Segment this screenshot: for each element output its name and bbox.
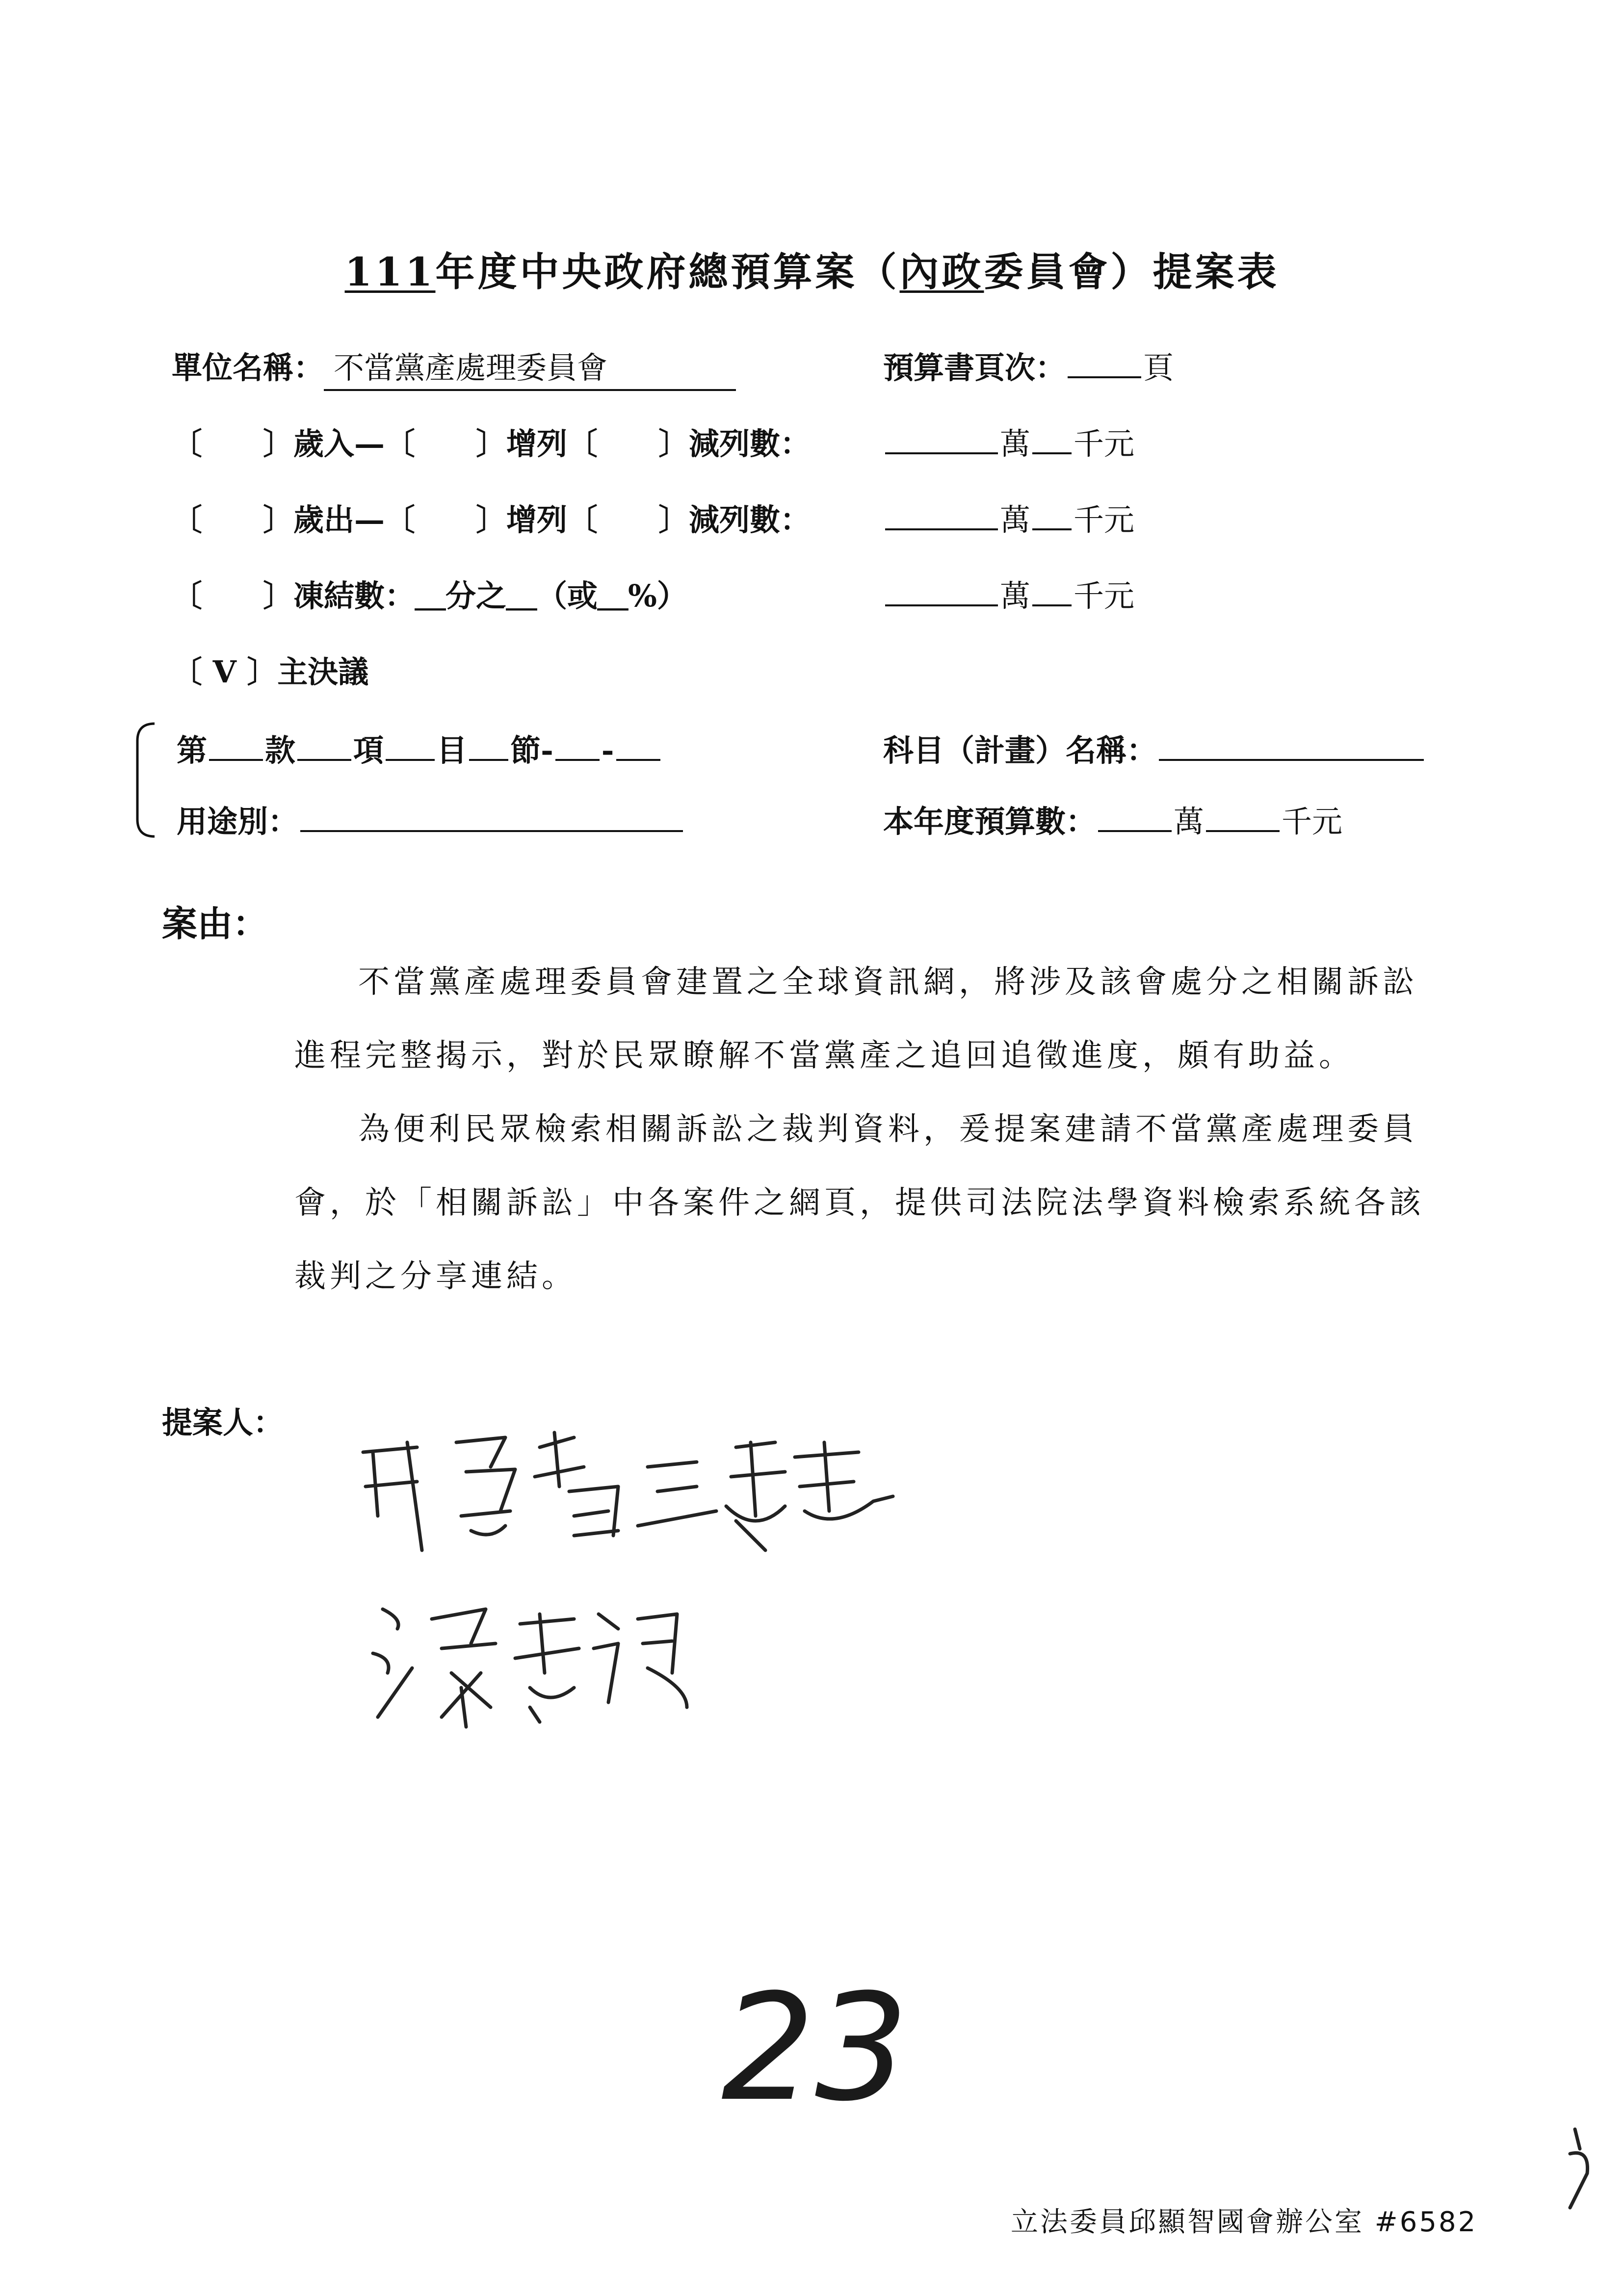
blank bbox=[885, 577, 998, 606]
expenditure-amount bbox=[883, 496, 1134, 539]
proposer-label: 提案人： bbox=[162, 1405, 284, 1440]
corner-mark-image bbox=[1560, 2119, 1599, 2218]
blank bbox=[885, 425, 998, 454]
page-row bbox=[883, 343, 1174, 387]
main-resolution-row: 〔 V 〕主決議 bbox=[172, 654, 369, 690]
blank bbox=[555, 731, 600, 761]
reason-line-4: 會，於「相關訴訟」中各案件之網頁，提供司法院法學資料檢索系統各該 bbox=[294, 1185, 1425, 1221]
title-part1: 年度中央政府總預算案（ bbox=[435, 249, 900, 295]
blank bbox=[469, 731, 508, 761]
unit-name: 不當黨產處理委員會 bbox=[324, 343, 736, 391]
title-part2: 委員會）提案表 bbox=[984, 249, 1280, 295]
subject-bracket bbox=[132, 721, 162, 839]
qian-label: 千元 bbox=[1074, 578, 1135, 614]
title-year: 111 bbox=[344, 249, 436, 295]
subject-name-row bbox=[883, 726, 1426, 770]
blank bbox=[1032, 501, 1072, 530]
handwritten-number: 23 bbox=[721, 1962, 909, 2134]
revenue-row: 〔 〕歲入—〔 〕增列〔 〕減列數： bbox=[172, 426, 811, 462]
blank bbox=[209, 731, 263, 761]
unit-label: 單位名稱： bbox=[172, 350, 324, 386]
page-label: 預算書頁次： bbox=[883, 350, 1066, 386]
reason-label: 案由： bbox=[162, 903, 268, 944]
blank bbox=[1206, 803, 1280, 832]
unit-row bbox=[172, 343, 736, 391]
jie-label: 節- bbox=[510, 732, 553, 768]
reason-line-1: 不當黨產處理委員會建置之全球資訊網，將涉及該會處分之相關訴訟 bbox=[358, 964, 1418, 1000]
page-suffix: 頁 bbox=[1143, 350, 1174, 386]
blank bbox=[1032, 577, 1072, 606]
budget-label: 本年度預算數： bbox=[883, 804, 1097, 839]
form-title bbox=[0, 240, 1624, 297]
wan-label: 萬 bbox=[1000, 426, 1031, 462]
subject-name-label: 科目（計畫）名稱： bbox=[883, 732, 1157, 768]
blank bbox=[1032, 425, 1072, 454]
footer-office: 立法委員邱顯智國會辦公室 #6582 bbox=[1011, 2206, 1478, 2238]
blank bbox=[297, 731, 351, 761]
blank bbox=[616, 731, 660, 761]
xiang-label: 項 bbox=[353, 732, 384, 768]
wan-label: 萬 bbox=[1174, 804, 1205, 839]
usage-label: 用途別： bbox=[177, 804, 299, 839]
freeze-row: 〔 〕凍結數：＿分之＿（或＿%） bbox=[172, 578, 687, 614]
freeze-amount bbox=[883, 572, 1134, 615]
blank bbox=[885, 501, 998, 530]
wan-label: 萬 bbox=[1000, 502, 1031, 538]
title-committee: 內政 bbox=[899, 249, 984, 295]
reason-line-2: 進程完整揭示，對於民眾瞭解不當黨產之追回追徵進度，頗有助益。 bbox=[294, 1038, 1354, 1074]
expenditure-row: 〔 〕歲出—〔 〕增列〔 〕減列數： bbox=[172, 502, 811, 538]
dash-label: - bbox=[601, 732, 614, 768]
blank bbox=[1159, 731, 1424, 761]
kuan-label: 款 bbox=[265, 732, 296, 768]
subject-row bbox=[177, 726, 662, 770]
mu-label: 目 bbox=[437, 732, 468, 768]
blank bbox=[300, 803, 683, 832]
budget-row bbox=[883, 797, 1342, 841]
qian-label: 千元 bbox=[1074, 502, 1135, 538]
blank bbox=[1098, 803, 1172, 832]
reason-line-5: 裁判之分享連結。 bbox=[294, 1258, 577, 1295]
qian-label: 千元 bbox=[1282, 804, 1343, 839]
reason-line-3: 為便利民眾檢索相關訴訟之裁判資料，爰提案建請不當黨產處理委員 bbox=[358, 1111, 1418, 1148]
revenue-amount bbox=[883, 419, 1134, 463]
usage-row bbox=[177, 797, 685, 841]
qian-label: 千元 bbox=[1074, 426, 1135, 462]
wan-label: 萬 bbox=[1000, 578, 1031, 614]
di-label: 第 bbox=[177, 732, 208, 768]
signatures-image bbox=[343, 1413, 981, 1747]
page-blank bbox=[1068, 349, 1141, 378]
blank bbox=[386, 731, 435, 761]
